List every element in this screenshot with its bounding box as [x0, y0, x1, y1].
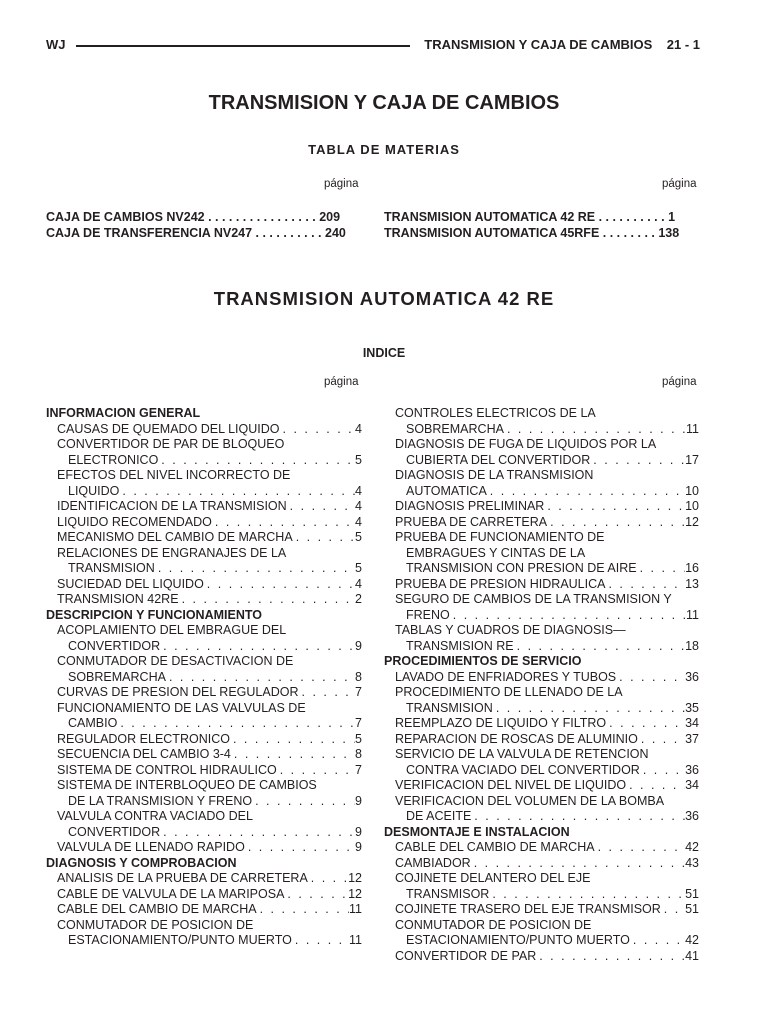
index-entry-text: DE ACEITE [406, 809, 472, 823]
index-entry-text: SOBREMARCHA [406, 421, 504, 436]
dot-leader [638, 732, 685, 748]
index-entry-page: 42 [685, 933, 699, 947]
index-entry [46, 639, 362, 655]
dot-leader [160, 825, 355, 841]
index-entry [384, 778, 699, 794]
index-entry-text: CABLE DEL CAMBIO DE MARCHA [57, 902, 257, 916]
index-entry-line: VALVULA CONTRA VACIADO DEL [57, 809, 253, 823]
dot-leader [277, 763, 355, 779]
dot-leader [489, 887, 685, 903]
index-entry-line: DIAGNOSIS DE FUGA DE LIQUIDOS POR LA [395, 437, 657, 451]
dot-leader [605, 577, 685, 593]
index-entry-page: 43 [685, 855, 699, 870]
index-entry-text: SUCIEDAD DEL LIQUIDO [57, 576, 204, 591]
index-entry-text: CONTRA VACIADO DEL CONVERTIDOR [406, 762, 640, 777]
index-entry-line: SERVICIO DE LA VALVULA DE RETENCION [395, 747, 649, 761]
dot-leader [616, 670, 685, 686]
dot-leader [606, 716, 685, 732]
dot-leader [640, 763, 685, 779]
dot-leader [284, 887, 348, 903]
index-entry-page: 12 [685, 514, 699, 529]
dot-leader [504, 422, 686, 438]
dot-leader [661, 902, 685, 918]
toc-heading: TABLA DE MATERIAS [308, 142, 460, 157]
index-entry-page: 9 [355, 824, 362, 839]
index-entry-text: CAMBIADOR [395, 855, 471, 870]
index-entry-page: 36 [685, 669, 699, 684]
running-header [46, 37, 700, 55]
index-column-right [384, 406, 699, 964]
index-entry-text: SECUENCIA DEL CAMBIO 3-4 [57, 747, 231, 761]
index-entry-page: 4 [355, 514, 362, 529]
index-entry-text: CAUSAS DE QUEMADO DEL LIQUIDO [57, 421, 280, 436]
index-entry-page: 17 [685, 452, 699, 467]
dot-leader [308, 871, 348, 887]
index-entry-text: SOBREMARCHA [68, 669, 166, 684]
index-entry-line: SEGURO DE CAMBIOS DE LA TRANSMISION Y [395, 592, 672, 606]
index-entry-text: VERIFICACION DEL NIVEL DE LIQUIDO [395, 778, 627, 792]
index-entry-page: 35 [685, 700, 699, 715]
dot-leader [487, 484, 685, 500]
dot-leader [231, 747, 355, 763]
index-entry-line: RELACIONES DE ENGRANAJES DE LA [57, 545, 287, 560]
index-entry-text: DIAGNOSIS PRELIMINAR [395, 499, 545, 513]
index-page-label-right: página [662, 376, 697, 388]
dot-leader [245, 840, 355, 856]
index-entry-page: 34 [685, 716, 699, 730]
page-label-left: página [324, 178, 359, 190]
header-left: WJ [46, 37, 66, 52]
index-entry [46, 422, 362, 438]
index-entry-line: CONVERTIDOR DE PAR DE BLOQUEO [57, 437, 285, 451]
index-entry-line: SISTEMA DE INTERBLOQUEO DE CAMBIOS [57, 778, 317, 792]
index-entry-page: 12 [348, 886, 362, 901]
index-entry-page: 51 [685, 902, 699, 916]
index-entry [384, 809, 699, 825]
dot-leader [471, 856, 685, 872]
index-entry-page: 51 [685, 886, 699, 901]
index-entry [46, 577, 362, 593]
dot-leader [230, 732, 355, 748]
index-section-heading: INFORMACION GENERAL [46, 406, 201, 420]
index-entry [384, 701, 699, 717]
index-entry [384, 840, 699, 856]
index-entry [46, 592, 362, 608]
index-entry-text: CONVERTIDOR DE PAR [395, 948, 537, 963]
index-entry-line: EMBRAGUES Y CINTAS DE LA [406, 545, 586, 560]
index-entry-line: EFECTOS DEL NIVEL INCORRECTO DE [57, 468, 291, 482]
dot-leader [252, 794, 355, 810]
index-section-heading: DESMONTAJE E INSTALACION [384, 824, 570, 839]
dot-leader [257, 902, 349, 918]
index-entry-text: CABLE DE VALVULA DE LA MARIPOSA [57, 886, 285, 901]
index-heading: INDICE [362, 346, 406, 360]
index-entry-text: ESTACIONAMIENTO/PUNTO MUERTO [406, 933, 630, 947]
dot-leader [293, 530, 355, 546]
index-entry [46, 685, 362, 701]
dot-leader [471, 809, 685, 825]
dot-leader [119, 484, 355, 500]
header-right: TRANSMISION Y CAJA DE CAMBIOS 21 - 1 [424, 37, 700, 52]
index-entry-text: TRANSMISION 42RE [57, 592, 179, 606]
index-column-left [46, 406, 362, 949]
index-entry-page: 11 [686, 607, 699, 622]
index-entry [384, 902, 699, 918]
index-entry-page: 2 [355, 592, 362, 606]
dot-leader [536, 949, 685, 965]
index-entry-page: 5 [355, 561, 362, 575]
index-entry-page: 37 [685, 731, 699, 746]
index-entry-line: CONMUTADOR DE POSICION DE [395, 917, 592, 932]
index-entry-page: 4 [355, 483, 362, 498]
index-entry-page: 34 [685, 778, 699, 792]
index-entry [46, 825, 362, 841]
index-entry-text: ANALISIS DE LA PRUEBA DE CARRETERA [57, 871, 308, 885]
index-entry-text: CONVERTIDOR [68, 824, 161, 839]
toc-line: CAJA DE TRANSFERENCIA NV247 . . . . . . . . . . 240 [46, 226, 346, 240]
index-entry-line: CONTROLES ELECTRICOS DE LA [395, 406, 596, 420]
index-entry-page: 16 [685, 561, 699, 575]
dot-leader [179, 592, 355, 608]
dot-leader [160, 639, 355, 655]
index-entry [46, 902, 362, 918]
index-entry-page: 36 [685, 809, 699, 823]
index-entry-text: TRANSMISION [68, 561, 155, 575]
index-entry-text: CUBIERTA DEL CONVERTIDOR [406, 452, 591, 467]
index-entry-text: LIQUIDO [68, 483, 120, 498]
index-entry-page: 5 [355, 731, 362, 746]
index-entry [384, 422, 699, 438]
page-label-right: página [662, 178, 697, 190]
index-entry-page: 4 [355, 421, 362, 436]
index-entry [46, 561, 362, 577]
index-entry-page: 18 [685, 638, 699, 653]
index-entry [384, 887, 699, 903]
index-entry [46, 794, 362, 810]
index-entry [46, 670, 362, 686]
index-entry-page: 5 [355, 530, 362, 544]
index-entry-page: 10 [685, 483, 699, 498]
index-entry-line: FUNCIONAMIENTO DE LAS VALVULAS DE [57, 700, 306, 715]
index-entry-text: VALVULA DE LLENADO RAPIDO [57, 840, 245, 854]
index-entry [384, 608, 699, 624]
dot-leader [204, 577, 355, 593]
index-entry-text: TRANSMISION RE [406, 638, 514, 653]
section-title: TRANSMISION AUTOMATICA 42 RE [213, 288, 555, 309]
index-entry-text: IDENTIFICACION DE LA TRANSMISION [57, 499, 287, 513]
index-entry-text: AUTOMATICA [406, 483, 487, 498]
index-entry [46, 499, 362, 515]
index-entry-text: COJINETE TRASERO DEL EJE TRANSMISOR [395, 902, 661, 916]
toc-line: TRANSMISION AUTOMATICA 45RFE . . . . . . . . 138 [384, 226, 680, 240]
dot-leader [595, 840, 686, 856]
index-entry-page: 4 [355, 576, 362, 591]
dot-leader [590, 453, 685, 469]
index-entry-text: CAMBIO [68, 716, 118, 730]
index-entry-text: PRUEBA DE CARRETERA [395, 514, 548, 529]
index-entry [384, 763, 699, 779]
index-entry [384, 670, 699, 686]
index-entry [384, 639, 699, 655]
index-entry [46, 716, 362, 732]
index-entry [384, 732, 699, 748]
dot-leader [158, 453, 355, 469]
index-section-heading: DIAGNOSIS Y COMPROBACION [46, 855, 237, 870]
index-entry-page: 8 [355, 747, 362, 761]
index-entry [384, 577, 699, 593]
index-entry [46, 763, 362, 779]
index-entry-line: DIAGNOSIS DE LA TRANSMISION [395, 468, 594, 482]
index-entry [384, 716, 699, 732]
index-entry [384, 515, 699, 531]
index-entry-line: PRUEBA DE FUNCIONAMIENTO DE [395, 530, 605, 544]
index-section-heading: PROCEDIMIENTOS DE SERVICIO [384, 654, 582, 668]
index-entry-text: LIQUIDO RECOMENDADO [57, 514, 212, 529]
index-entry [46, 747, 362, 763]
index-entry [46, 530, 362, 546]
index-entry-page: 4 [355, 499, 362, 513]
dot-leader [299, 685, 356, 701]
index-entry-text: REEMPLAZO DE LIQUIDO Y FILTRO [395, 716, 607, 730]
index-entry [46, 887, 362, 903]
index-entry-page: 7 [355, 685, 362, 699]
index-entry [384, 933, 699, 949]
index-entry-text: ESTACIONAMIENTO/PUNTO MUERTO [68, 933, 292, 947]
index-entry [46, 840, 362, 856]
index-page-label-left: página [324, 376, 359, 388]
dot-leader [292, 933, 349, 949]
index-entry-page: 41 [685, 948, 699, 963]
index-entry-text: LAVADO DE ENFRIADORES Y TUBOS [395, 669, 617, 684]
dot-leader [514, 639, 685, 655]
index-entry-text: ELECTRONICO [68, 452, 159, 467]
dot-leader [626, 778, 685, 794]
index-entry-text: TRANSMISION [406, 700, 493, 715]
dot-leader [637, 561, 686, 577]
index-entry-text: PRUEBA DE PRESION HIDRAULICA [395, 576, 606, 591]
index-entry-page: 8 [355, 669, 362, 684]
index-entry-text: FRENO [406, 607, 450, 622]
index-entry-line: CONMUTADOR DE DESACTIVACION DE [57, 654, 294, 668]
index-entry [384, 949, 699, 965]
index-entry-line: CONMUTADOR DE POSICION DE [57, 917, 254, 932]
index-entry-page: 36 [685, 762, 699, 777]
index-entry-text: CABLE DEL CAMBIO DE MARCHA [395, 840, 595, 854]
index-entry [384, 484, 699, 500]
index-entry-text: MECANISMO DEL CAMBIO DE MARCHA [57, 530, 293, 544]
index-entry [46, 453, 362, 469]
index-entry-line: VERIFICACION DEL VOLUMEN DE LA BOMBA [395, 793, 665, 808]
dot-leader [493, 701, 685, 717]
index-section-heading: DESCRIPCION Y FUNCIONAMIENTO [46, 607, 262, 622]
index-entry-text: TRANSMISOR [406, 886, 490, 901]
index-entry-line: PROCEDIMIENTO DE LLENADO DE LA [395, 685, 623, 699]
index-entry-page: 11 [349, 933, 362, 947]
dot-leader [544, 499, 685, 515]
index-entry-line: COJINETE DELANTERO DEL EJE [395, 871, 591, 885]
header-rule [76, 45, 410, 47]
index-entry-page: 5 [355, 452, 362, 467]
index-entry-page: 12 [348, 871, 362, 885]
index-entry-page: 7 [355, 716, 362, 730]
dot-leader [280, 422, 356, 438]
index-entry-page: 13 [685, 576, 699, 591]
index-entry-page: 11 [686, 421, 699, 436]
index-entry-line: TABLAS Y CUADROS DE DIAGNOSIS— [395, 623, 626, 637]
index-entry-page: 11 [349, 902, 362, 916]
index-entry [384, 453, 699, 469]
page-title: TRANSMISION Y CAJA DE CAMBIOS [208, 92, 560, 114]
index-entry [384, 561, 699, 577]
toc-line: TRANSMISION AUTOMATICA 42 RE . . . . . . . . . . 1 [384, 210, 676, 224]
index-entry-text: DE LA TRANSMISION Y FRENO [68, 793, 253, 808]
index-entry-page: 9 [355, 638, 362, 653]
dot-leader [117, 716, 355, 732]
index-entry-page: 42 [685, 840, 699, 854]
dot-leader [450, 608, 686, 624]
index-entry [46, 933, 362, 949]
index-entry [46, 515, 362, 531]
dot-leader [547, 515, 685, 531]
index-entry [46, 871, 362, 887]
index-entry [46, 732, 362, 748]
dot-leader [166, 670, 355, 686]
index-entry-text: TRANSMISION CON PRESION DE AIRE [406, 561, 637, 575]
index-entry-text: CONVERTIDOR [68, 638, 161, 653]
toc-line: CAJA DE CAMBIOS NV242 . . . . . . . . . . . . . . . . 209 [46, 210, 341, 224]
index-entry-text: REPARACION DE ROSCAS DE ALUMINIO [395, 731, 638, 746]
index-entry-page: 9 [355, 840, 362, 854]
index-entry-page: 7 [355, 762, 362, 777]
index-entry-line: ACOPLAMIENTO DEL EMBRAGUE DEL [57, 623, 287, 637]
index-entry-text: SISTEMA DE CONTROL HIDRAULICO [57, 762, 277, 777]
dot-leader [630, 933, 685, 949]
dot-leader [212, 515, 355, 531]
dot-leader [287, 499, 355, 515]
index-entry [384, 856, 699, 872]
index-entry-page: 10 [685, 499, 699, 513]
index-entry [384, 499, 699, 515]
dot-leader [155, 561, 355, 577]
index-entry-page: 9 [355, 793, 362, 808]
index-entry-text: CURVAS DE PRESION DEL REGULADOR [57, 685, 299, 699]
index-entry [46, 484, 362, 500]
index-entry-text: REGULADOR ELECTRONICO [57, 731, 230, 746]
